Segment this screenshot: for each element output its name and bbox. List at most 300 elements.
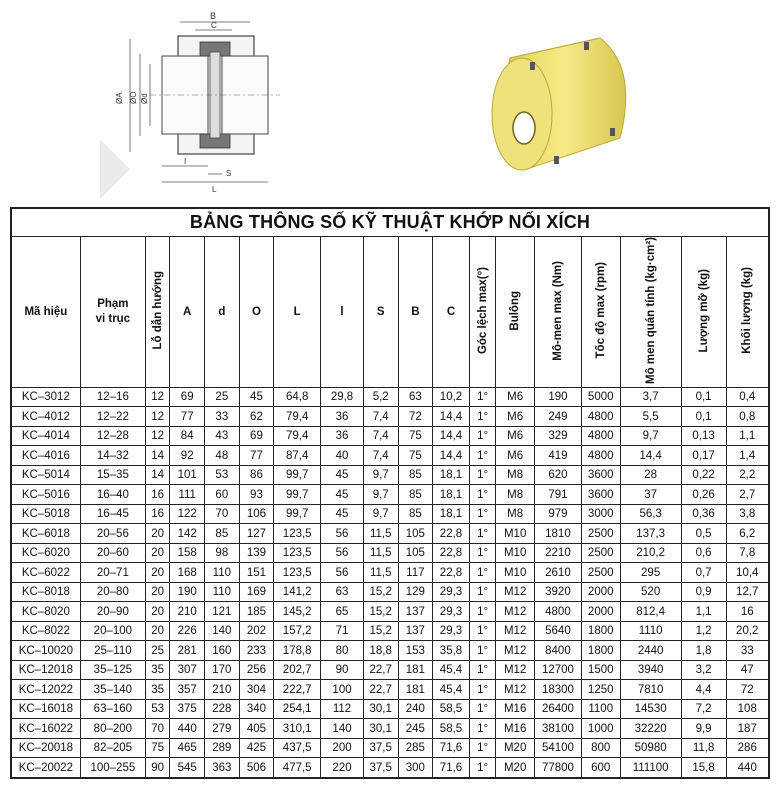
table-cell: 80	[321, 641, 364, 661]
table-cell: 123,5	[274, 543, 321, 563]
header-pham-vi-truc	[80, 237, 145, 388]
dim-label-a: ØA	[115, 92, 124, 104]
table-cell: 12–16	[80, 387, 145, 407]
table-cell: 100–255	[80, 758, 145, 778]
table-cell: 7,4	[363, 446, 398, 466]
bolt-tab-3	[554, 156, 559, 164]
table-cell: 38100	[535, 719, 582, 739]
table-cell: 245	[398, 719, 433, 739]
table-cell: 11,5	[363, 543, 398, 563]
table-header-row	[11, 237, 769, 388]
table-row	[11, 602, 769, 622]
table-cell: KC–8022	[11, 621, 80, 641]
header-l-upper: L	[274, 237, 321, 388]
table-cell: 77	[170, 407, 205, 427]
table-cell: 1°	[469, 485, 495, 505]
table-cell: 2500	[581, 543, 620, 563]
table-cell: 7,4	[363, 407, 398, 427]
table-cell: 4,4	[681, 680, 726, 700]
table-cell: 5640	[535, 621, 582, 641]
table-cell: 178,8	[274, 641, 321, 661]
table-cell: 1°	[469, 660, 495, 680]
table-cell: 0,9	[681, 582, 726, 602]
table-cell: 1°	[469, 699, 495, 719]
table-cell: 151	[239, 563, 274, 583]
table-cell: M10	[496, 524, 535, 544]
table-cell: KC–8018	[11, 582, 80, 602]
table-cell: 50980	[620, 738, 681, 758]
header-momen-max	[535, 237, 582, 388]
table-row	[11, 641, 769, 661]
table-cell: 16	[726, 602, 769, 622]
table-cell: 228	[205, 699, 240, 719]
table-cell: 65	[321, 602, 364, 622]
table-cell: 1°	[469, 524, 495, 544]
table-cell: 43	[205, 426, 240, 446]
table-cell: M8	[496, 485, 535, 505]
table-cell: 329	[535, 426, 582, 446]
table-cell: 8400	[535, 641, 582, 661]
table-cell: 121	[205, 602, 240, 622]
table-row	[11, 621, 769, 641]
table-cell: 210	[170, 602, 205, 622]
table-cell: 20	[145, 621, 169, 641]
header-toc-do-max	[581, 237, 620, 388]
table-cell: 437,5	[274, 738, 321, 758]
table-cell: 75	[145, 738, 169, 758]
table-cell: 90	[321, 660, 364, 680]
table-cell: 0,7	[681, 563, 726, 583]
table-cell: M20	[496, 738, 535, 758]
table-cell: KC–20018	[11, 738, 80, 758]
table-cell: 28	[620, 465, 681, 485]
table-cell: M12	[496, 602, 535, 622]
table-cell: 279	[205, 719, 240, 739]
table-cell: 85	[398, 504, 433, 524]
table-cell: 85	[398, 485, 433, 505]
table-row	[11, 719, 769, 739]
header-khoi-luong-text: Khối lượng (kg)	[741, 267, 754, 354]
table-cell: 37	[620, 485, 681, 505]
table-cell: 87,4	[274, 446, 321, 466]
table-cell: 202,7	[274, 660, 321, 680]
table-cell: 79,4	[274, 407, 321, 427]
table-cell: 20	[145, 524, 169, 544]
table-cell: 32220	[620, 719, 681, 739]
header-b: B	[398, 237, 433, 388]
dim-label-l: L	[212, 185, 217, 194]
table-cell: 0,4	[726, 387, 769, 407]
table-cell: 48	[205, 446, 240, 466]
table-cell: 465	[170, 738, 205, 758]
table-cell: 137,3	[620, 524, 681, 544]
table-cell: 47	[726, 660, 769, 680]
table-cell: 4800	[581, 407, 620, 427]
table-cell: 30,1	[363, 719, 398, 739]
table-cell: 45	[321, 504, 364, 524]
table-cell: 60	[205, 485, 240, 505]
table-cell: 56	[321, 563, 364, 583]
table-cell: 4800	[581, 426, 620, 446]
table-cell: 40	[321, 446, 364, 466]
table-cell: 141,2	[274, 582, 321, 602]
cover-bore	[513, 112, 535, 144]
table-cell: KC–5014	[11, 465, 80, 485]
table-cell: 15,2	[363, 602, 398, 622]
table-cell: 85	[205, 524, 240, 544]
coupling-product-render	[470, 28, 640, 188]
table-cell: 1,8	[681, 641, 726, 661]
table-cell: 145,2	[274, 602, 321, 622]
table-cell: 29,3	[433, 621, 470, 641]
table-cell: 63–160	[80, 699, 145, 719]
table-row	[11, 387, 769, 407]
table-cell: 18,1	[433, 465, 470, 485]
table-cell: 200	[321, 738, 364, 758]
table-cell: 14,4	[620, 446, 681, 466]
table-cell: 26400	[535, 699, 582, 719]
table-cell: 2,7	[726, 485, 769, 505]
table-cell: 545	[170, 758, 205, 778]
table-cell: 1000	[581, 719, 620, 739]
table-cell: 1°	[469, 465, 495, 485]
header-bulong-text: Bulông	[509, 290, 522, 331]
table-cell: 10,2	[433, 387, 470, 407]
header-s: S	[363, 237, 398, 388]
table-cell: 0,17	[681, 446, 726, 466]
table-cell: 35	[145, 680, 169, 700]
table-cell: 158	[170, 543, 205, 563]
table-cell: 53	[145, 699, 169, 719]
header-luong-mo	[681, 237, 726, 388]
table-cell: 129	[398, 582, 433, 602]
table-cell: 9,9	[681, 719, 726, 739]
table-cell: 1°	[469, 446, 495, 466]
table-row	[11, 582, 769, 602]
header-d: d	[205, 237, 240, 388]
table-cell: KC–6020	[11, 543, 80, 563]
table-cell: 93	[239, 485, 274, 505]
table-cell: 620	[535, 465, 582, 485]
table-cell: 80–200	[80, 719, 145, 739]
table-cell: 187	[726, 719, 769, 739]
table-cell: 304	[239, 680, 274, 700]
table-cell: 1500	[581, 660, 620, 680]
table-cell: 202	[239, 621, 274, 641]
table-cell: 600	[581, 758, 620, 778]
table-cell: 99,7	[274, 485, 321, 505]
table-cell: 14,4	[433, 446, 470, 466]
table-cell: 15,2	[363, 582, 398, 602]
table-cell: 112	[321, 699, 364, 719]
table-cell: 123,5	[274, 524, 321, 544]
table-cell: 82–205	[80, 738, 145, 758]
table-cell: 11,5	[363, 563, 398, 583]
dim-label-i: I	[184, 157, 187, 166]
table-cell: 72	[726, 680, 769, 700]
table-cell: 70	[205, 504, 240, 524]
table-cell: 75	[398, 446, 433, 466]
table-cell: 1,4	[726, 446, 769, 466]
table-cell: KC–4016	[11, 446, 80, 466]
table-cell: 20	[145, 563, 169, 583]
header-pham-vi-line2: vi trục	[95, 312, 131, 325]
table-cell: M8	[496, 465, 535, 485]
table-cell: KC–4014	[11, 426, 80, 446]
table-row	[11, 758, 769, 778]
table-cell: KC–16022	[11, 719, 80, 739]
table-cell: 53	[205, 465, 240, 485]
table-cell: 58,5	[433, 699, 470, 719]
table-cell: 3600	[581, 465, 620, 485]
table-row	[11, 563, 769, 583]
table-cell: 477,5	[274, 758, 321, 778]
table-cell: 357	[170, 680, 205, 700]
table-cell: 4800	[581, 446, 620, 466]
table-cell: 0,1	[681, 387, 726, 407]
table-cell: 2440	[620, 641, 681, 661]
table-cell: 12,7	[726, 582, 769, 602]
table-cell: 16–45	[80, 504, 145, 524]
table-cell: 100	[321, 680, 364, 700]
table-cell: 181	[398, 680, 433, 700]
table-cell: 3,2	[681, 660, 726, 680]
table-cell: 2500	[581, 524, 620, 544]
table-cell: 37,5	[363, 738, 398, 758]
table-cell: 101	[170, 465, 205, 485]
table-cell: 20–80	[80, 582, 145, 602]
bolt-tab-2	[584, 42, 589, 50]
header-khoi-luong	[726, 237, 769, 388]
table-cell: 979	[535, 504, 582, 524]
table-cell: 20–56	[80, 524, 145, 544]
table-cell: 170	[205, 660, 240, 680]
table-cell: 15–35	[80, 465, 145, 485]
table-cell: 233	[239, 641, 274, 661]
bolt-tab-4	[610, 128, 615, 136]
table-cell: KC–3012	[11, 387, 80, 407]
header-toc-do-max-text: Tốc độ max (rpm)	[594, 262, 607, 359]
table-row	[11, 680, 769, 700]
table-cell: 3,7	[620, 387, 681, 407]
header-c: C	[433, 237, 470, 388]
table-cell: 9,7	[620, 426, 681, 446]
header-luong-mo-text: Lượng mỡ (kg)	[697, 268, 710, 353]
table-cell: 29,8	[321, 387, 364, 407]
table-cell: 123,5	[274, 563, 321, 583]
table-row	[11, 738, 769, 758]
table-cell: 307	[170, 660, 205, 680]
table-cell: 54100	[535, 738, 582, 758]
table-cell: 1°	[469, 758, 495, 778]
table-cell: 35,8	[433, 641, 470, 661]
dim-label-o: ØO	[129, 91, 138, 104]
table-cell: 2210	[535, 543, 582, 563]
table-cell: 1110	[620, 621, 681, 641]
table-cell: 5000	[581, 387, 620, 407]
spec-table	[10, 207, 770, 779]
dim-label-b: B	[210, 11, 217, 21]
table-cell: 190	[170, 582, 205, 602]
table-cell: 12700	[535, 660, 582, 680]
table-cell: KC–6018	[11, 524, 80, 544]
table-cell: 1800	[581, 621, 620, 641]
table-cell: 419	[535, 446, 582, 466]
table-cell: 3000	[581, 504, 620, 524]
table-row	[11, 660, 769, 680]
table-cell: 14,4	[433, 426, 470, 446]
table-cell: 340	[239, 699, 274, 719]
coupling-technical-drawing	[100, 4, 300, 204]
table-cell: 1°	[469, 407, 495, 427]
table-cell: 160	[205, 641, 240, 661]
table-cell: 79,4	[274, 426, 321, 446]
table-cell: 20–90	[80, 602, 145, 622]
table-cell: 25	[205, 387, 240, 407]
table-cell: 90	[145, 758, 169, 778]
table-row	[11, 699, 769, 719]
table-cell: 33	[205, 407, 240, 427]
dim-label-c: C	[211, 21, 217, 30]
table-cell: 64,8	[274, 387, 321, 407]
table-cell: 9,7	[363, 485, 398, 505]
table-cell: 75	[398, 426, 433, 446]
table-cell: 310,1	[274, 719, 321, 739]
table-cell: 20–71	[80, 563, 145, 583]
table-cell: 22,8	[433, 563, 470, 583]
table-cell: 168	[170, 563, 205, 583]
table-cell: 36	[321, 407, 364, 427]
table-cell: 16	[145, 485, 169, 505]
watermark-shape	[100, 139, 130, 199]
table-cell: 98	[205, 543, 240, 563]
table-cell: 4800	[535, 602, 582, 622]
table-cell: 92	[170, 446, 205, 466]
table-cell: KC–4012	[11, 407, 80, 427]
table-cell: 1,1	[726, 426, 769, 446]
table-cell: 111100	[620, 758, 681, 778]
table-cell: 0,26	[681, 485, 726, 505]
table-cell: 220	[321, 758, 364, 778]
table-cell: 375	[170, 699, 205, 719]
table-cell: 1°	[469, 504, 495, 524]
header-l-lower: l	[321, 237, 364, 388]
bolt-tab-1	[530, 62, 535, 70]
header-momen-quan-tinh-text: Mô men quán tính (kg·cm²)	[644, 237, 657, 384]
table-cell: 14	[145, 465, 169, 485]
table-cell: M20	[496, 758, 535, 778]
table-cell: 1°	[469, 719, 495, 739]
table-cell: 1,1	[681, 602, 726, 622]
table-cell: 12	[145, 387, 169, 407]
table-cell: 800	[581, 738, 620, 758]
table-cell: 0,6	[681, 543, 726, 563]
table-cell: 281	[170, 641, 205, 661]
table-cell: 1810	[535, 524, 582, 544]
table-cell: 63	[398, 387, 433, 407]
table-cell: KC–10020	[11, 641, 80, 661]
table-cell: 106	[239, 504, 274, 524]
header-goc-lech-text: Góc lệch max(°)	[476, 266, 489, 354]
table-cell: 185	[239, 602, 274, 622]
dim-label-s: S	[226, 169, 232, 178]
table-cell: 10,4	[726, 563, 769, 583]
table-cell: 18300	[535, 680, 582, 700]
table-cell: 1800	[581, 641, 620, 661]
table-cell: 1°	[469, 543, 495, 563]
table-cell: 25–110	[80, 641, 145, 661]
table-cell: 117	[398, 563, 433, 583]
table-cell: KC–12018	[11, 660, 80, 680]
table-cell: 45	[321, 485, 364, 505]
table-body	[11, 387, 769, 778]
table-cell: 85	[398, 465, 433, 485]
table-cell: 86	[239, 465, 274, 485]
table-cell: 71	[321, 621, 364, 641]
table-cell: 1°	[469, 582, 495, 602]
table-cell: 110	[205, 582, 240, 602]
table-cell: 22,8	[433, 524, 470, 544]
table-cell: 7,2	[681, 699, 726, 719]
table-cell: M16	[496, 719, 535, 739]
table-cell: M8	[496, 504, 535, 524]
table-cell: 1100	[581, 699, 620, 719]
table-cell: 127	[239, 524, 274, 544]
header-a: A	[170, 237, 205, 388]
table-cell: 1°	[469, 680, 495, 700]
header-lo-dan-huong-text: Lỗ dẫn hướng	[151, 271, 164, 350]
table-cell: 110	[205, 563, 240, 583]
table-cell: 240	[398, 699, 433, 719]
table-cell: 7,4	[363, 426, 398, 446]
table-cell: 20–60	[80, 543, 145, 563]
table-cell: 285	[398, 738, 433, 758]
table-cell: 3940	[620, 660, 681, 680]
table-cell: 77	[239, 446, 274, 466]
table-cell: 63	[321, 582, 364, 602]
table-cell: 18,8	[363, 641, 398, 661]
table-cell: 169	[239, 582, 274, 602]
table-cell: 45,4	[433, 660, 470, 680]
table-cell: 1°	[469, 563, 495, 583]
table-cell: 1250	[581, 680, 620, 700]
table-cell: 33	[726, 641, 769, 661]
table-cell: 16	[145, 504, 169, 524]
table-cell: 37,5	[363, 758, 398, 778]
table-cell: 506	[239, 758, 274, 778]
table-row	[11, 465, 769, 485]
table-cell: 22,7	[363, 680, 398, 700]
table-cell: M6	[496, 426, 535, 446]
table-row	[11, 407, 769, 427]
table-row	[11, 446, 769, 466]
table-cell: 35	[145, 660, 169, 680]
table-cell: 6,2	[726, 524, 769, 544]
table-cell: 14	[145, 446, 169, 466]
table-cell: 181	[398, 660, 433, 680]
table-cell: 2,2	[726, 465, 769, 485]
table-title: BẢNG THÔNG SỐ KỸ THUẬT KHỚP NỐI XÍCH	[11, 208, 769, 237]
table-cell: 300	[398, 758, 433, 778]
table-cell: 105	[398, 524, 433, 544]
table-cell: 16–40	[80, 485, 145, 505]
table-cell: 111	[170, 485, 205, 505]
table-cell: M6	[496, 387, 535, 407]
table-cell: 20	[145, 602, 169, 622]
table-cell: 14–32	[80, 446, 145, 466]
table-cell: KC–12022	[11, 680, 80, 700]
table-cell: M10	[496, 563, 535, 583]
